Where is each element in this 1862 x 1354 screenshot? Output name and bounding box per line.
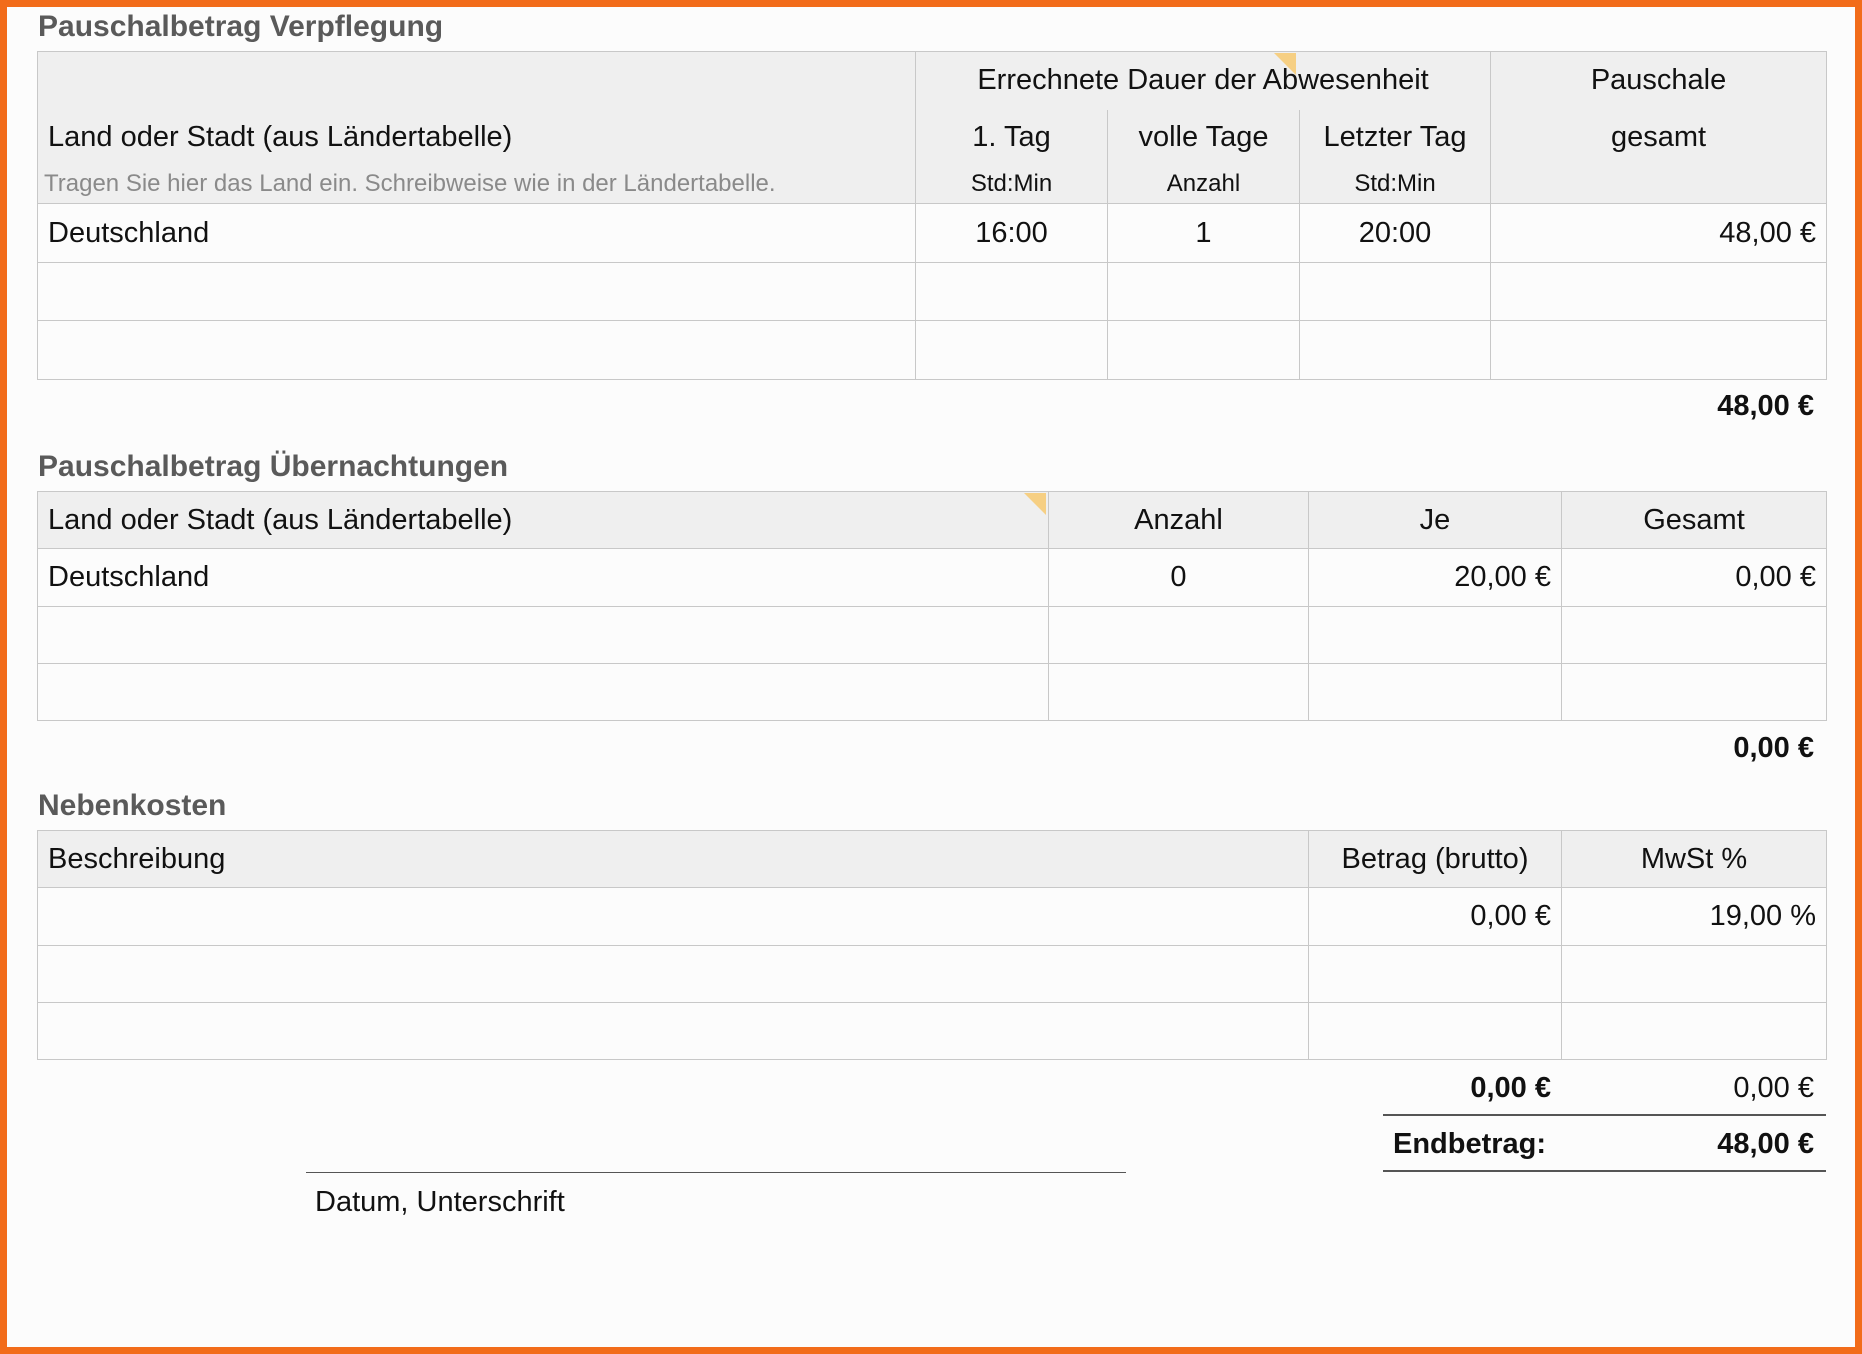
cell-last-day[interactable] [1300, 321, 1491, 380]
final-label: Endbetrag: [1393, 1128, 1547, 1160]
header-full-days: volle Tage [1108, 110, 1300, 166]
cell-amount[interactable] [1309, 1003, 1562, 1060]
comment-marker-icon[interactable] [1274, 53, 1296, 75]
cell-pauschale-total: 48,00 € [1491, 204, 1827, 263]
table-row [38, 946, 1827, 1003]
cell-first-day[interactable]: 16:00 [916, 204, 1108, 263]
header-spacer [38, 52, 916, 110]
table-row [38, 607, 1827, 664]
verpflegung-header-row-2 [38, 110, 1827, 166]
final-bottom-rule [1383, 1170, 1826, 1172]
last-day-unit: Std:Min [1300, 166, 1491, 204]
pauschale-spacer [1491, 166, 1827, 204]
cell-vat[interactable] [1562, 1003, 1827, 1060]
final-value: 48,00 € [1717, 1128, 1814, 1160]
uebernachtungen-header-row [38, 492, 1827, 549]
full-days-unit: Anzahl [1108, 166, 1300, 204]
cell-country[interactable]: Deutschland [38, 204, 916, 263]
cell-country[interactable] [38, 664, 1049, 721]
cell-first-day[interactable] [916, 263, 1108, 321]
cell-each [1309, 664, 1562, 721]
section-title-uebernachtungen: Pauschalbetrag Übernachtungen [38, 450, 509, 483]
cell-full-days[interactable] [1108, 321, 1300, 380]
cell-total [1562, 664, 1827, 721]
first-day-unit: Std:Min [916, 166, 1108, 204]
cell-count[interactable]: 0 [1049, 549, 1309, 607]
table-row [38, 321, 1827, 380]
cell-country[interactable]: Deutschland [38, 549, 1049, 607]
final-top-rule [1383, 1114, 1826, 1116]
cell-description[interactable] [38, 1003, 1309, 1060]
header-count: Anzahl [1049, 492, 1309, 549]
cell-each: 20,00 € [1309, 549, 1562, 607]
header-vat: MwSt % [1562, 831, 1827, 888]
cell-amount[interactable] [1309, 946, 1562, 1003]
cell-last-day[interactable] [1300, 263, 1491, 321]
cell-last-day[interactable]: 20:00 [1300, 204, 1491, 263]
uebernachtungen-sum: 0,00 € [1733, 732, 1814, 764]
table-row [38, 664, 1827, 721]
comment-marker-icon[interactable] [1024, 493, 1046, 515]
verpflegung-sum: 48,00 € [1717, 390, 1814, 422]
header-gesamt: gesamt [1491, 110, 1827, 166]
header-country: Land oder Stadt (aus Ländertabelle) [38, 492, 1049, 549]
verpflegung-header-row-1 [38, 52, 1827, 110]
cell-full-days[interactable] [1108, 263, 1300, 321]
section-title-nebenkosten: Nebenkosten [38, 789, 227, 822]
cell-count[interactable] [1049, 607, 1309, 664]
cell-country[interactable] [38, 321, 916, 380]
nebenkosten-table [37, 830, 1827, 1060]
header-total: Gesamt [1562, 492, 1827, 549]
uebernachtungen-table [37, 491, 1827, 721]
country-hint: Tragen Sie hier das Land ein. Schreibweise wie in der Ländertabelle. [38, 166, 916, 204]
group-header-duration: Errechnete Dauer der Abwesenheit [916, 52, 1491, 110]
cell-pauschale-total [1491, 321, 1827, 380]
header-amount: Betrag (brutto) [1309, 831, 1562, 888]
cell-vat[interactable] [1562, 946, 1827, 1003]
nebenkosten-header-row [38, 831, 1827, 888]
header-last-day: Letzter Tag [1300, 110, 1491, 166]
cell-full-days[interactable]: 1 [1108, 204, 1300, 263]
cell-each [1309, 607, 1562, 664]
table-row [38, 888, 1827, 946]
nebenkosten-sum-amount: 0,00 € [1470, 1072, 1551, 1104]
cell-country[interactable] [38, 263, 916, 321]
table-row [38, 204, 1827, 263]
verpflegung-table [37, 51, 1827, 380]
cell-count[interactable] [1049, 664, 1309, 721]
table-row [38, 263, 1827, 321]
cell-total [1562, 607, 1827, 664]
header-pauschale: Pauschale [1491, 52, 1827, 110]
header-first-day: 1. Tag [916, 110, 1108, 166]
signature-line [306, 1172, 1126, 1173]
cell-total: 0,00 € [1562, 549, 1827, 607]
section-title-verpflegung: Pauschalbetrag Verpflegung [38, 10, 444, 43]
cell-pauschale-total [1491, 263, 1827, 321]
cell-vat[interactable]: 19,00 % [1562, 888, 1827, 946]
signature-label: Datum, Unterschrift [315, 1186, 565, 1218]
header-country: Land oder Stadt (aus Ländertabelle) [38, 110, 916, 166]
cell-description[interactable] [38, 888, 1309, 946]
cell-first-day[interactable] [916, 321, 1108, 380]
table-row [38, 1003, 1827, 1060]
verpflegung-header-row-3 [38, 166, 1827, 204]
nebenkosten-sum-vat: 0,00 € [1733, 1072, 1814, 1104]
header-description: Beschreibung [38, 831, 1309, 888]
cell-description[interactable] [38, 946, 1309, 1003]
cell-country[interactable] [38, 607, 1049, 664]
header-each: Je [1309, 492, 1562, 549]
cell-amount[interactable]: 0,00 € [1309, 888, 1562, 946]
table-row [38, 549, 1827, 607]
